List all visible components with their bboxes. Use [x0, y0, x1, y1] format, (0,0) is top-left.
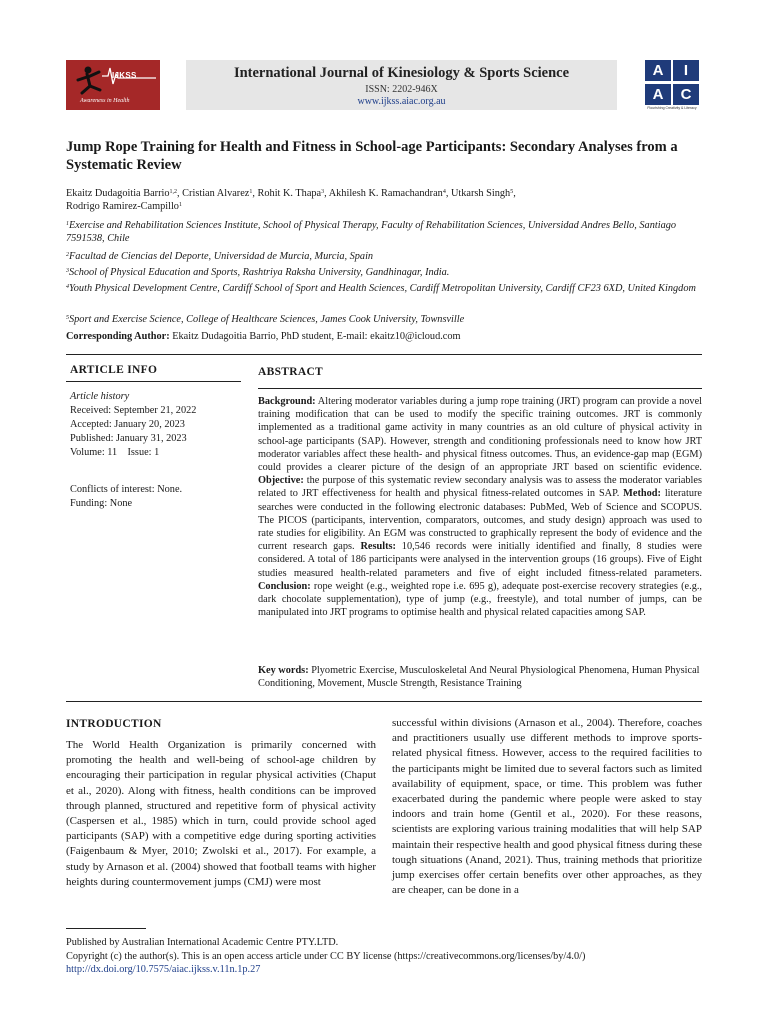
author-sup: 1,2	[169, 189, 178, 195]
abstract-results-label: Results:	[360, 541, 396, 553]
affiliation-text: Facultad de Ciencias del Deporte, Universidad de Murcia, Murcia, Spain	[69, 251, 374, 262]
doi-link[interactable]: http://dx.doi.org/10.7575/aiac.ijkss.v.11n.1p.27	[66, 964, 261, 975]
affiliation-num: 4	[66, 284, 69, 290]
published-date: Published: January 31, 2023	[70, 433, 187, 444]
footnote	[66, 936, 706, 977]
introduction-column-2: successful within divisions (Arnason et al., 2004). Therefore, coaches and practitioners usually use different methods to improve sports-related physical fitness. However, access to the required facilities to the participants might be limited due to several factors such as limited availability of equipment, space, or time. This problem was futher exacerbated during the pandemic where people were asked to stay indoors and train home (Gentil et al., 2020). For these reasons, scientists are exploring various training modalities that will help SAP maintain their respective health and good physical fitness during these tough situations (Anand, 2021). Thus, training methods that prioritize jump exercises offer certain benefits over other approaches, as they are cheaper, can be done in a	[392, 717, 702, 897]
abstract-heading: ABSTRACT	[258, 366, 324, 378]
author-list: Ekaitz Dudagoitia Barrio$^{1,2}$, Cristian Alvarez$^1$, Rohit K. Thapa$^3$, Akhilesh K. Ramachandran$^4$, Utkarsh Singh$^5$, Rodrigo Ramirez-Campillo$^1$	[66, 188, 516, 212]
author-name: Akhilesh K. Ramachandran	[328, 188, 443, 199]
corresponding-text: Ekaitz Dudagoitia Barrio, PhD student, E-mail: ekaitz10@icloud.com	[169, 331, 461, 342]
funding: Funding: None	[70, 498, 133, 509]
aiac-letter-c: C	[673, 84, 699, 105]
publisher-note: Published by Australian International Academic Centre PTY.LTD.	[66, 937, 339, 948]
abstract-method-text: literature searches were conducted in the following electronic databases: PubMed, Web of Science and SCOPUS. The PICOS (participants, intervention, comparators, outcomes, and study design) approach was used to rate studies for eligibility. An EGM was constructed to graphically represent the body of evidence and the current research gaps.	[258, 488, 702, 553]
affiliation-num: 2	[66, 252, 69, 258]
aiac-letter-i: I	[673, 60, 699, 81]
received-date: Received: September 21, 2022	[70, 405, 197, 416]
author-sup: 1	[178, 202, 182, 208]
article-info-divider	[66, 381, 241, 382]
ijkss-logo	[66, 60, 160, 110]
affiliation-num: 3	[66, 268, 69, 274]
introduction-column-1: The World Health Organization is primarily concerned with promoting the health and well-being of school-age children by encouraging their participation in regular physical activities (Chaput et al., 2020). Along with fitness, health conditions can be improved through planned, structured and repetitive form of physical activity (Caspersen et al., 1985) which in turn, could provide school aged participants (SAP) with a competitive edge during sporting activities (Faigenbaum & Myer, 2010; Zwolski et al., 2017). For example, a study by Arnason et al. (2004) showed that football teams with higher heights during countermovement jumps (CMJ) were most	[66, 739, 376, 888]
abstract-results-text: 10,546 records were initially identified and finally, 8 studies were considered. A total of 186 participants were analysed in the intervention groups (16 groups). Five of Eight studies measured health-related parameters and five of eight included fitness-related parameters.	[258, 541, 703, 579]
ijkss-logo-name: IJKSS	[112, 71, 137, 80]
accepted-date: Accepted: January 20, 2023	[70, 419, 185, 430]
affiliation-text: Sport and Exercise Science, College of Healthcare Sciences, James Cook University, Townsville	[69, 314, 465, 325]
author-sup: 5	[510, 189, 514, 195]
journal-header	[186, 60, 617, 110]
affiliation-num: 5	[66, 315, 69, 321]
journal-title: International Journal of Kinesiology & Sports Science	[233, 65, 570, 81]
author-name: Rohit K. Thapa	[257, 188, 322, 199]
volume-issue	[70, 446, 245, 460]
journal-issn: ISSN: 2202-946X	[365, 84, 438, 95]
copyright-note: Copyright (c) the author(s). This is an open access article under CC BY license (https://creativecommons.org/licenses/by/4.0/)	[66, 950, 586, 962]
affiliation	[66, 250, 706, 263]
affiliation	[66, 282, 706, 295]
author-sup: 3	[321, 189, 325, 195]
aiac-tagline: Flourishing Creativity & Literacy	[647, 106, 697, 110]
abstract-objective-label: Objective:	[258, 475, 304, 487]
corresponding-author	[66, 330, 706, 343]
keywords	[258, 664, 702, 690]
aiac-letter-a1: A	[645, 60, 671, 81]
author-name: Cristian Alvarez	[182, 188, 250, 199]
article-info-block	[70, 390, 245, 460]
affiliation-num: 1	[66, 221, 69, 227]
corresponding-label: Corresponding Author:	[66, 331, 170, 342]
affiliation	[66, 266, 706, 279]
header-divider	[66, 354, 702, 355]
issue: Issue: 1	[127, 447, 160, 458]
affiliation	[66, 219, 706, 245]
affiliation-text: Youth Physical Development Centre, Cardiff School of Sport and Health Sciences, Cardiff Metropolitan University, Cardiff CF23 6XD, United Kingdom	[69, 283, 696, 294]
introduction-heading: INTRODUCTION	[66, 718, 162, 730]
volume: Volume: 11	[70, 447, 118, 458]
author-sup: 1	[249, 189, 253, 195]
author-name: Utkarsh Singh	[450, 188, 511, 199]
abstract-background-text: Altering moderator variables during a jump rope training (JRT) program can provide a novel training modification that can be used to modify the specific training outcomes. JRT is commonly implemented as a traditional game activity in many countries as an old culture of physical activity in school-age participants (SAP). However, strength and conditioning professionals need to know how JRT moderator variables affect these health- and physical fitness outcomes. Thus, an evidence-gap map (EGM) could provides a clearer picture of the design of an appropriate JRT based on scientific evidence.	[258, 396, 702, 474]
affiliation-text: Exercise and Rehabilitation Sciences Institute, School of Physical Therapy, Faculty of Rehabilitation Sciences, Universidad Andres Bello, Santiago 7591538, Chile	[66, 220, 677, 244]
article-history-label: Article history	[70, 391, 130, 402]
abstract-method-label: Method:	[623, 488, 661, 500]
author-name: Ekaitz Dudagoitia Barrio	[66, 188, 170, 199]
affiliation-text: School of Physical Education and Sports, Rashtriya Raksha University, Gandhinagar, India.	[69, 267, 450, 278]
paper-title: Jump Rope Training for Health and Fitness in School-age Participants: Secondary Analyses from a Systematic Review	[66, 139, 678, 173]
abstract-background-label: Background:	[258, 396, 316, 407]
journal-url[interactable]: www.ijkss.aiac.org.au	[357, 96, 446, 107]
conflicts-of-interest: Conflicts of interest: None.	[70, 484, 183, 495]
keywords-text: Plyometric Exercise, Musculoskeletal And Neural Physiological Phenomena, Human Physical Conditioning, Movement, Muscle Strength, Resistance Training	[258, 665, 700, 690]
ijkss-logo-tagline: Awareness in Health	[80, 98, 130, 104]
article-info-heading: ARTICLE INFO	[70, 364, 158, 376]
abstract-divider	[258, 388, 702, 389]
abstract-conclusion-label: Conclusion:	[258, 580, 311, 592]
abstract-conclusion-text: rope weight (e.g., weighted rope i.e. 695 g), adequate post-exercise recovery strategies (e.g., dark chocolate supplementation), type of jump (e.g., freestyle), and total number of jumps, can be manipulated into JRT programs to optimise health and physical related capacities among SAP.	[258, 580, 702, 619]
footnote-divider	[66, 928, 146, 929]
abstract-bottom-divider	[66, 701, 702, 702]
aiac-logo	[643, 60, 700, 110]
abstract-body	[258, 395, 702, 619]
keywords-label: Key words:	[258, 665, 309, 676]
affiliation	[66, 313, 706, 326]
author-sup: 4	[442, 189, 446, 195]
abstract-objective-text: the purpose of this systematic review secondary analysis was to assess the moderator variables related to JRT effectiveness for health and physical fitness-related outcomes in SAP.	[258, 475, 702, 500]
article-info-extra	[70, 483, 245, 511]
author-name: Rodrigo Ramirez-Campillo	[66, 201, 179, 212]
aiac-letter-a2: A	[645, 84, 671, 105]
